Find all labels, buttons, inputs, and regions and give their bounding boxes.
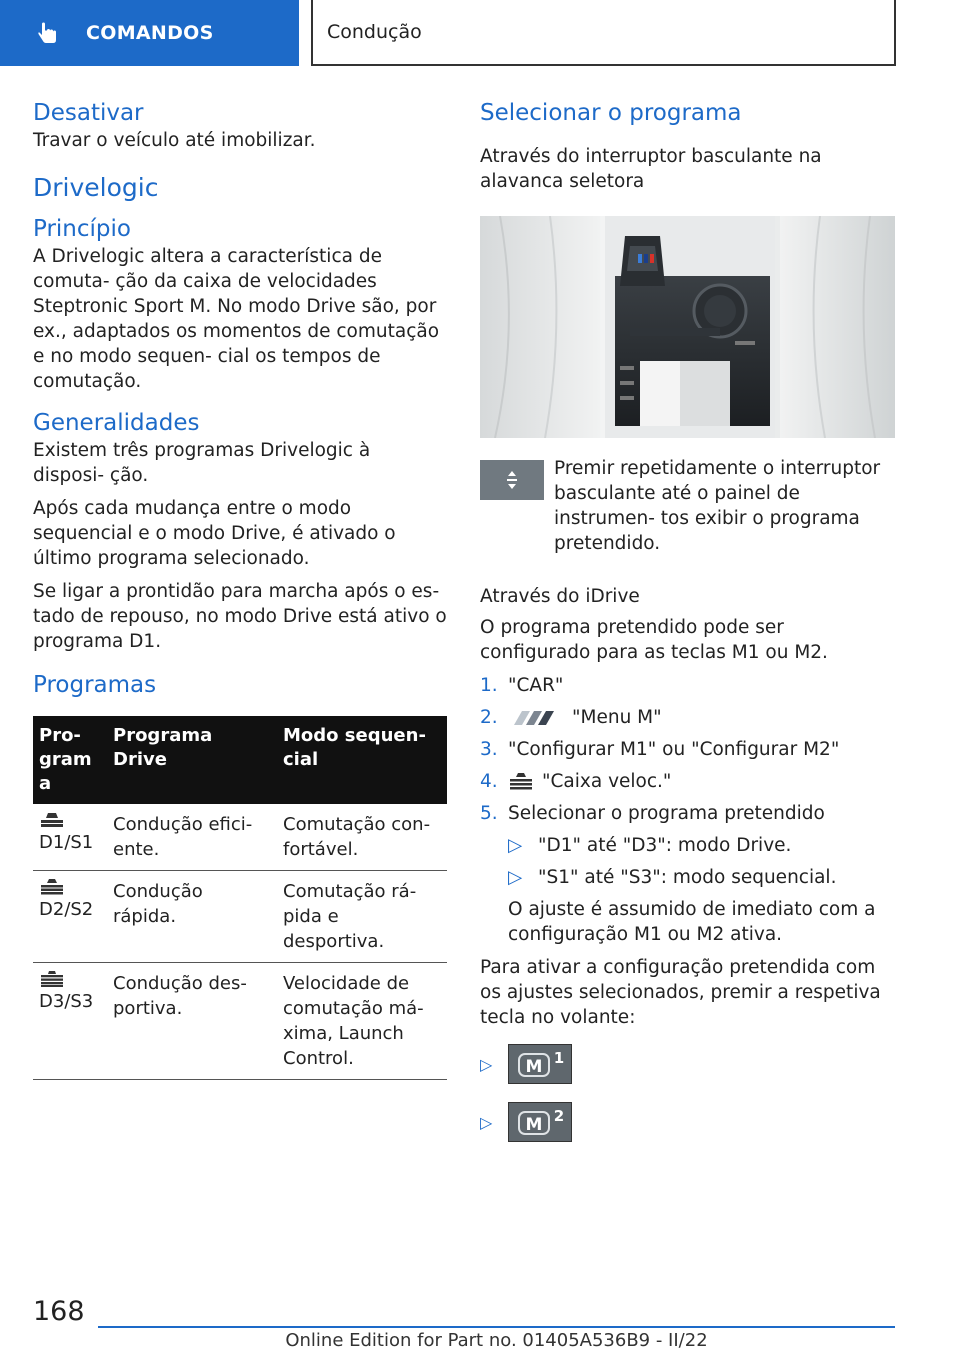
- sub-bullet-text: "S1" até "S3": modo sequencial.: [538, 867, 837, 888]
- m2-key-row: [480, 1102, 895, 1142]
- program-1-stripes-icon: [39, 812, 65, 828]
- page-header: [0, 0, 960, 66]
- section-label: COMANDOS: [86, 22, 214, 44]
- step-number: 3.: [480, 739, 498, 760]
- step-number: 5.: [480, 803, 498, 824]
- rocker-switch-icon: [480, 460, 544, 500]
- triangle-bullet-icon: ▷: [508, 867, 523, 888]
- step-text: "Menu M": [572, 707, 662, 728]
- step-number: 1.: [480, 675, 498, 696]
- m2-superscript: 2: [553, 1107, 565, 1125]
- chapter-label: Condução: [327, 21, 422, 43]
- footer-divider: [98, 1326, 895, 1328]
- generalidades-heading: Generalidades: [33, 410, 200, 436]
- list-item: [480, 769, 895, 794]
- right-column: [480, 95, 895, 1160]
- triangle-bullet-icon: ▷: [508, 835, 523, 856]
- selecionar-heading: Selecionar o programa: [480, 100, 742, 126]
- drive-cell: Condução efici- ente.: [107, 804, 277, 871]
- chapter-tab[interactable]: [311, 0, 896, 66]
- program-code: D2/S2: [39, 899, 94, 920]
- principio-heading: Princípio: [33, 216, 131, 242]
- edition-text[interactable]: Online Edition for Part no. 01405A536B9 - II/22: [285, 1330, 708, 1351]
- section-tab[interactable]: [0, 0, 299, 66]
- step-text: "Caixa veloc.": [542, 771, 672, 792]
- ajuste-text: O ajuste é assumido de imediato com a configuração M1 ou M2 ativa.: [508, 899, 876, 945]
- m1-superscript: 1: [553, 1049, 565, 1067]
- desativar-heading: Desativar: [33, 100, 144, 126]
- step-text: Selecionar o programa pretendido: [508, 803, 825, 824]
- step-text: "CAR": [508, 675, 564, 696]
- drive-cell: Condução rápida.: [107, 871, 277, 963]
- m2-button-icon: [508, 1102, 572, 1142]
- triangle-bullet-icon: ▷: [480, 1112, 493, 1132]
- list-item: [480, 737, 895, 762]
- hand-pointer-icon: [36, 21, 60, 45]
- ativar-text: Para ativar a configuração pretendida com os ajustes selecionados, premir a respetiva tecla no volante:: [480, 957, 881, 1028]
- gearbox-stripes-icon: [508, 773, 534, 791]
- idrive-text: O programa pretendido pode ser configurado para as teclas M1 ou M2.: [480, 617, 828, 663]
- left-column: [33, 95, 447, 1080]
- seq-cell: Comutação rá- pida e desportiva.: [277, 871, 447, 963]
- table-header-row: [33, 716, 447, 804]
- step-text: "Configurar M1" ou "Configurar M2": [508, 739, 840, 760]
- m2-letter: M: [525, 1115, 543, 1135]
- list-item: [508, 865, 895, 890]
- table-row: [33, 871, 447, 963]
- drive-cell: Condução des- portiva.: [107, 963, 277, 1080]
- generalidades-paragraph-3: Se ligar a prontidão para marcha após o es- tado de repouso, no modo Drive está ativo o programa D1.: [33, 581, 447, 652]
- seq-cell: Velocidade de comutação má- xima, Launch Control.: [277, 963, 447, 1080]
- center-console-illustration: [480, 216, 895, 438]
- triangle-bullet-icon: ▷: [480, 1054, 493, 1074]
- program-code: D3/S3: [39, 991, 94, 1012]
- gear-selector-photo: [480, 216, 895, 438]
- programs-table: [33, 716, 447, 1080]
- program-code: D1/S1: [39, 832, 94, 853]
- program-3-stripes-icon: [39, 971, 65, 987]
- program-cell: [33, 871, 107, 963]
- list-item: [480, 705, 895, 730]
- rocker-switch-text: Premir repetidamente o interruptor basculante até o painel de instrumen- tos exibir o programa pretendido.: [554, 458, 881, 554]
- program-cell: [33, 804, 107, 871]
- col-header-programa: Pro- gram a: [33, 716, 107, 804]
- generalidades-paragraph-2: Após cada mudança entre o modo sequencial e o modo Drive, é ativado o último programa selecionado.: [33, 498, 396, 569]
- list-item: [480, 801, 895, 826]
- col-header-drive: Programa Drive: [107, 716, 277, 804]
- principio-text: A Drivelogic altera a característica de comuta- ção da caixa de velocidades Steptronic Sport M. No modo Drive são, por ex., adaptados os momentos de comutação e no modo sequen- cial os tempos de comutação.: [33, 246, 440, 392]
- list-item: [480, 673, 895, 698]
- page-number: 168: [33, 1296, 85, 1327]
- list-item: [508, 833, 895, 858]
- via-switch-heading: Através do interruptor basculante na alavanca seletora: [480, 146, 822, 192]
- m1-key-row: [480, 1044, 895, 1084]
- idrive-steps: [480, 673, 895, 826]
- table-row: [33, 804, 447, 871]
- generalidades-paragraph-1: Existem três programas Drivelogic à disposi- ção.: [33, 440, 371, 486]
- sub-bullet-text: "D1" até "D3": modo Drive.: [538, 835, 792, 856]
- programas-heading: Programas: [33, 672, 157, 698]
- m-stripes-icon: [508, 709, 564, 727]
- program-cell: [33, 963, 107, 1080]
- desativar-text: Travar o veículo até imobilizar.: [33, 130, 316, 151]
- rocker-switch-instruction: [480, 456, 895, 556]
- drivelogic-heading: Drivelogic: [33, 173, 159, 202]
- program-2-stripes-icon: [39, 879, 65, 895]
- m1-button-icon: [508, 1044, 572, 1084]
- step-number: 2.: [480, 707, 498, 728]
- program-options: [508, 833, 895, 890]
- table-row: [33, 963, 447, 1080]
- col-header-sequencial: Modo sequen- cial: [277, 716, 447, 804]
- via-idrive-heading: Através do iDrive: [480, 586, 640, 607]
- seq-cell: Comutação con- fortável.: [277, 804, 447, 871]
- step-number: 4.: [480, 771, 498, 792]
- m1-letter: M: [525, 1057, 543, 1077]
